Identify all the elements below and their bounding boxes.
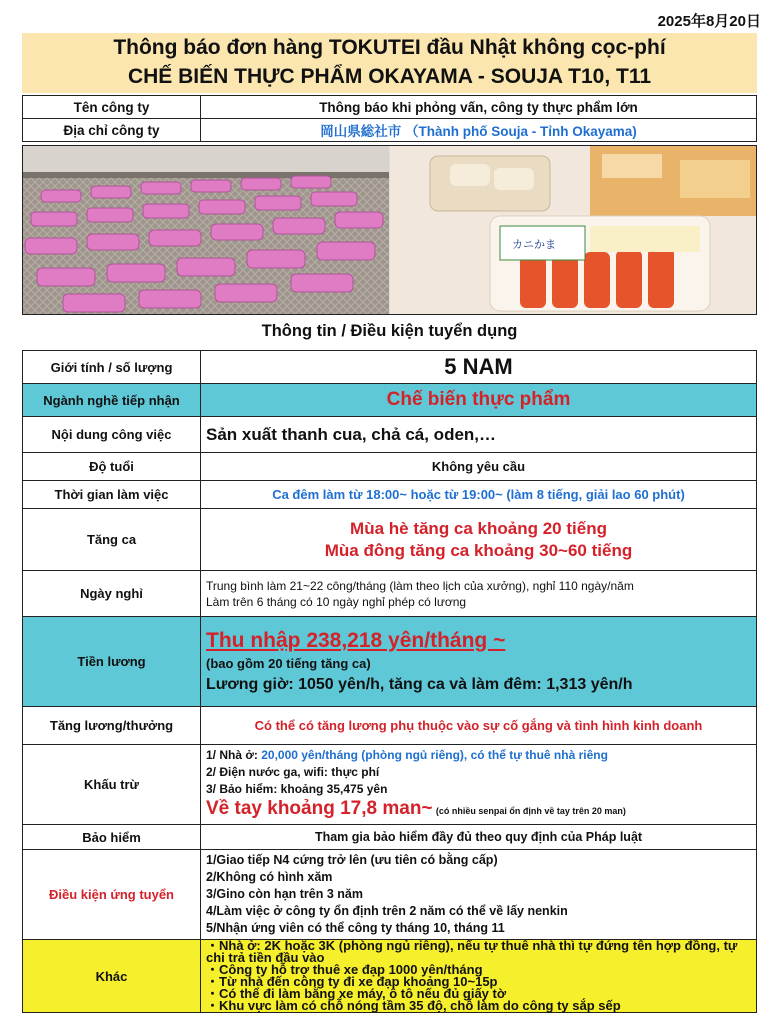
holiday-line-1: Trung bình làm 21~22 công/tháng (làm theo lịch của xưởng), nghỉ 110 ngày/năm: [206, 578, 634, 593]
salary-note: (bao gồm 20 tiếng tăng ca): [206, 655, 371, 671]
other-note-5: ・Khu vực làm có chỗ nóng tầm 35 độ, chỗ làm do công ty sắp sếp: [206, 998, 621, 1013]
age-label: Độ tuổi: [23, 453, 201, 481]
overtime-summer: Mùa hè tăng ca khoảng 20 tiếng: [350, 518, 607, 538]
raise-label: Tăng lương/thưởng: [23, 707, 201, 745]
raise-value: Có thể có tăng lương phụ thuộc vào sự cố gắng và tình hình kinh doanh: [201, 707, 757, 745]
notice-date: 2025年8月20日: [657, 13, 761, 30]
field-value: Chế biến thực phẩm: [201, 384, 757, 417]
deduct-utilities: 2/ Điện nước ga, wifi: thực phí: [206, 765, 380, 779]
info-table: [22, 350, 757, 1013]
salary-hourly: Lương giờ: 1050 yên/h, tăng ca và làm đêm: 1,313 yên/h: [206, 675, 633, 693]
factory-conveyor-photo: [23, 146, 389, 314]
salary-main: Thu nhập 238,218 yên/tháng ~: [206, 628, 506, 652]
requirement-1: 1/Giao tiếp N4 cứng trở lên (ưu tiên có bằng cấp): [206, 853, 498, 867]
deduct-net: Về tay khoảng 17,8 man~ (có nhiều senpai ổn định về tay trên 20 man): [206, 798, 626, 819]
requirement-4: 4/Làm việc ở công ty ổn định trên 2 năm có thể về lấy nenkin: [206, 904, 568, 918]
gender-value: 5 NAM: [201, 351, 757, 384]
company-name-value: Thông báo khi phỏng vấn, công ty thực phẩm lớn: [201, 96, 757, 119]
hours-label: Thời gian làm việc: [23, 481, 201, 509]
field-label: Ngành nghề tiếp nhận: [23, 384, 201, 417]
hours-value: Ca đêm làm từ 18:00~ hoặc từ 19:00~ (làm 8 tiếng, giải lao 60 phút): [201, 481, 757, 509]
other-label: Khác: [23, 940, 201, 1013]
company-table: [22, 95, 757, 142]
overtime-label: Tăng ca: [23, 509, 201, 571]
title-line-2: CHẾ BIẾN THỰC PHẨM OKAYAMA - SOUJA T10, T11: [127, 65, 652, 88]
other-note-2: ・Công ty hỗ trợ thuê xe đạp 1000 yên/tháng: [206, 962, 483, 977]
company-address-value: 岡山県総社市 （Thành phố Souja - Tỉnh Okayama): [201, 119, 757, 142]
gender-label: Giới tính / số lượng: [23, 351, 201, 384]
insurance-value: Tham gia bảo hiểm đầy đủ theo quy định của Pháp luật: [201, 825, 757, 850]
other-note-1: ・Nhà ở: 2K hoặc 3K (phòng ngủ riêng), nếu tự thuê nhà thì tự đứng tên hợp đồng, tự chi trả tiền đầu vào: [206, 938, 738, 965]
requirement-5: 5/Nhận ứng viên có thể công ty tháng 10, tháng 11: [206, 921, 505, 935]
age-value: Không yêu cầu: [201, 453, 757, 481]
insurance-label: Bảo hiểm: [23, 825, 201, 850]
deduct-label: Khấu trừ: [23, 745, 201, 825]
other-note-3: ・Từ nhà đến công ty đi xe đạp khoảng 10~15p: [206, 974, 498, 989]
holiday-line-2: Làm trên 6 tháng có 10 ngày nghỉ phép có lương: [206, 594, 467, 609]
section-title: Thông tin / Điều kiện tuyển dụng: [261, 322, 518, 340]
product-package-photo: [389, 146, 756, 314]
company-address-label: Địa chỉ công ty: [23, 119, 201, 142]
title-line-1: Thông báo đơn hàng TOKUTEI đầu Nhật không cọc-phí: [113, 36, 666, 59]
deduct-housing: 1/ Nhà ở: 20,000 yên/tháng (phòng ngủ riêng), có thể tự thuê nhà riêng: [206, 748, 608, 762]
page-title: [22, 33, 757, 93]
photo-strip: [22, 145, 757, 315]
holiday-label: Ngày nghỉ: [23, 571, 201, 617]
package-label: カニかま: [512, 238, 556, 251]
other-note-4: ・Có thể đi làm bằng xe máy, ô tô nếu đủ giấy tờ: [206, 986, 507, 1001]
company-name-label: Tên công ty: [23, 96, 201, 119]
job-label: Nội dung công việc: [23, 417, 201, 453]
deduct-insurance: 3/ Bảo hiểm: khoảng 35,475 yên: [206, 782, 388, 796]
requirement-3: 3/Gino còn hạn trên 3 năm: [206, 887, 363, 901]
overtime-winter: Mùa đông tăng ca khoảng 30~60 tiếng: [324, 540, 633, 560]
salary-label: Tiền lương: [23, 617, 201, 707]
requirements-label: Điều kiện ứng tuyển: [23, 850, 201, 940]
job-value: Sản xuất thanh cua, chả cá, oden,…: [201, 417, 757, 453]
requirement-2: 2/Không có hình xăm: [206, 870, 333, 884]
